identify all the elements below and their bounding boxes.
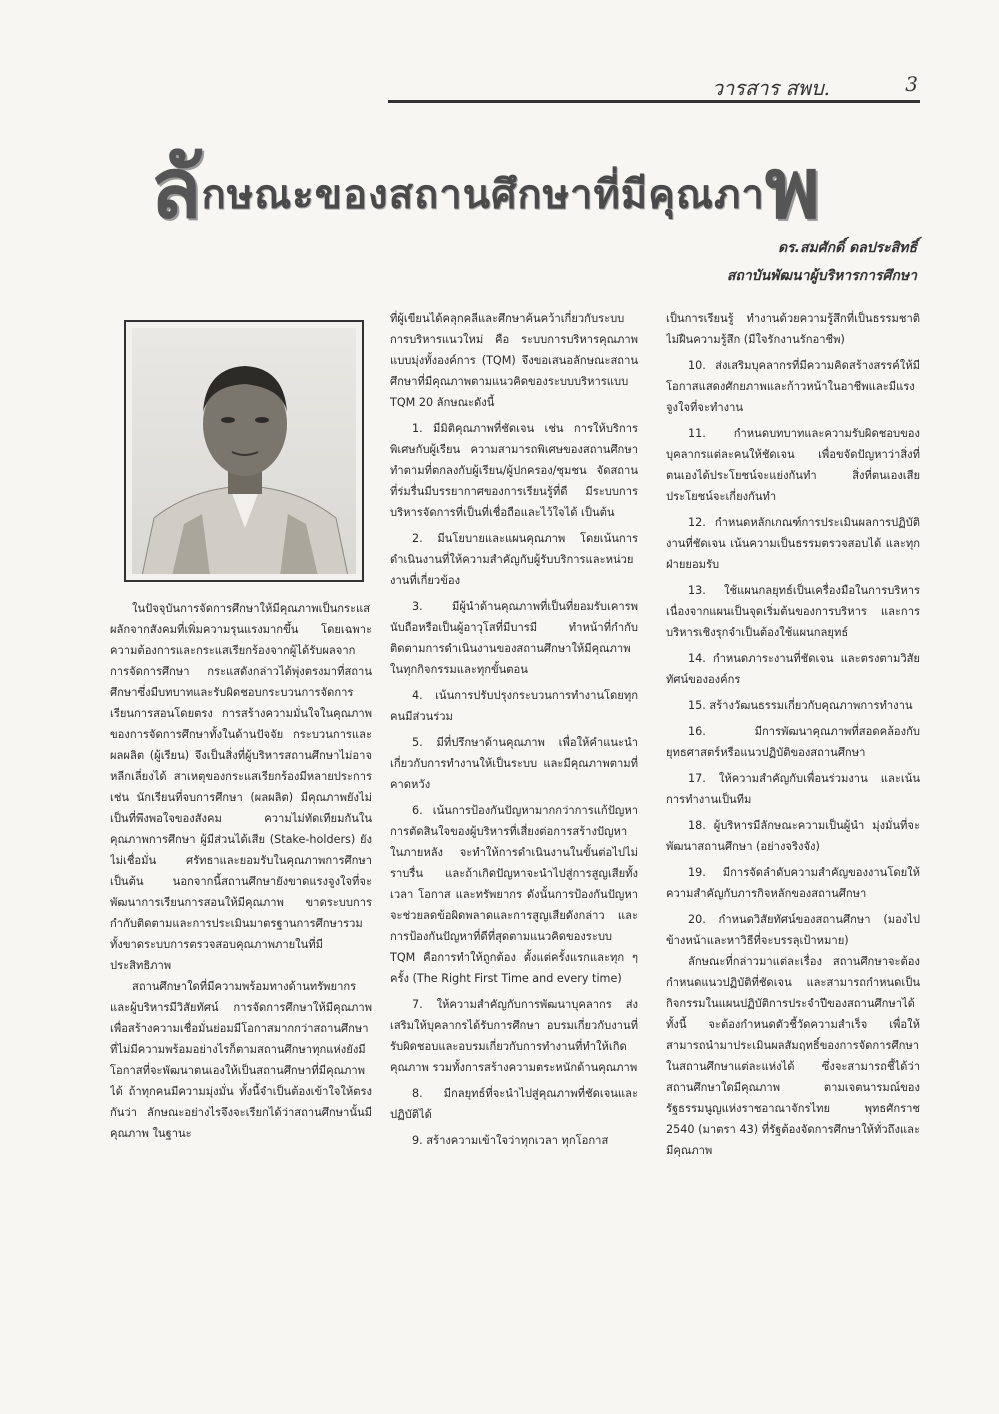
portrait-image [132, 328, 356, 574]
journal-name: วารสาร สพบ. [711, 76, 830, 100]
list-item: 6. เน้นการป้องกันปัญหามากกว่าการแก้ปัญหา การตัดสินใจของผู้บริหารที่เสี่ยงต่อการสร้างปัญหาในภายหลัง จะทำให้การดำเนินงานในขั้นต่อไปไม่ราบรื่น และถ้าเกิดปัญหาจะนำไปสู่การสูญเสียทั้งเวลา โอกาส และทรัพยากร ดังนั้นการป้องกันปัญหาจะช่วยลดข้อผิดพลาดและการสูญเสียดังกล่าว และการป้องกันปัญหาที่ดีที่สุดตามแนวคิดของระบบ TQM คือการทำให้ถูกต้อง ตั้งแต่ครั้งแรกและทุก ๆ ครั้ง (The Right First Time and every time) [390, 804, 638, 985]
list-item: 4. เน้นการปรับปรุงกระบวนการทำงานโดยทุกคนมีส่วนร่วม [390, 689, 638, 723]
author-block [727, 234, 917, 290]
title-middle: กษณะของสถานศึกษาที่มีคุณภา [201, 172, 765, 218]
list-item: 12. กำหนดหลักเกณฑ์การประเมินผลการปฏิบัติงานที่ชัดเจน เน้นความเป็นธรรมตรวจสอบได้ และทุกฝ่ายยอมรับ [666, 516, 920, 571]
header-divider [388, 100, 920, 103]
list-item: 14. กำหนดภาระงานที่ชัดเจน และตรงตามวิสัยทัศน์ขององค์กร [666, 652, 920, 686]
author-name: ดร.สมศักดิ์ ดลประสิทธิ์ [778, 240, 917, 256]
list-item: 8. มีกลยุทธ์ที่จะนำไปสู่คุณภาพที่ชัดเจนและปฏิบัติได้ [390, 1087, 638, 1121]
column-3 [666, 308, 920, 1326]
list-item: 1. มีมิติคุณภาพที่ชัดเจน เช่น การให้บริการพิเศษกับผู้เรียน ความสามารถพิเศษของสถานศึกษา ทำตามที่ตกลงกับผู้เรียน/ผู้ปกครอง/ชุมชน จัดสถานที่ร่มรื่นมีบรรยากาศของการเรียนรู้ที่ดี มีระบบการบริหารจัดการที่เป็นที่เชื่อถือและไว้ใจได้ เป็นต้น [390, 422, 638, 519]
column-1 [110, 598, 372, 1336]
list-item: 17. ให้ความสำคัญกับเพื่อนร่วมงาน และเน้นการทำงานเป็นทีม [666, 772, 920, 806]
list-item: 5. มีที่ปรึกษาด้านคุณภาพ เพื่อให้คำแนะนำเกี่ยวกับการทำงานให้เป็นระบบ และมีคุณภาพตามที่คาดหวัง [390, 736, 638, 791]
title-first-char: ลั [150, 139, 202, 237]
author-photo [124, 320, 364, 582]
article-title [150, 139, 930, 237]
list-item: 13. ใช้แผนกลยุทธ์เป็นเครื่องมือในการบริหาร เนื่องจากแผนเป็นจุดเริ่มต้นของการบริหาร และการบริหารเชิงรุกจำเป็นต้องใช้แผนกลยุทธ์ [666, 584, 920, 639]
paragraph: ในปัจจุบันการจัดการศึกษาให้มีคุณภาพเป็นกระแสผลักจากสังคมที่เพิ่มความรุนแรงมากขึ้น โดยเฉพาะความต้องการและกระแสเรียกร้องจากผู้ได้รับผลจากการจัดการศึกษา กระแสดังกล่าวได้พุ่งตรงมาที่สถานศึกษาซึ่งมีบทบาทและรับผิดชอบกระบวนการจัดการเรียนการสอนโดยตรง การสร้างความมั่นใจในคุณภาพของการจัดการศึกษาทั้งในด้านปัจจัย กระบวนการและผลผลิต (ผู้เรียน) จึงเป็นสิ่งที่ผู้บริหารสถานศึกษาไม่อาจหลีกเลี่ยงได้ สาเหตุของกระแสเรียกร้องมีหลายประการ เช่น นักเรียนที่จบการศึกษา (ผลผลิต) มีคุณภาพยังไม่เป็นที่พึงพอใจของสังคม ความไม่ทัดเทียมกันในคุณภาพการศึกษา ผู้มีส่วนได้เสีย (Stake-holders) ยังไม่เชื่อมั่น ศรัทธาและยอมรับในคุณภาพการศึกษา เป็นต้น นอกจากนี้สถานศึกษายังขาดแรงจูงใจที่จะพัฒนาการเรียนการสอนให้มีคุณภาพ ขาดระบบการกำกับติดตามและการประเมินมาตรฐานการศึกษารวมทั้งขาดระบบการตรวจสอบคุณภาพภายในที่มีประสิทธิภาพ [110, 602, 372, 972]
journal-header [380, 72, 920, 102]
paragraph: ลักษณะที่กล่าวมาแต่ละเรื่อง สถานศึกษาจะต้องกำหนดแนวปฏิบัติที่ชัดเจน และสามารถกำหนดเป็นกิจกรรมในแผนปฏิบัติการประจำปีของสถานศึกษาได้ ทั้งนี้ จะต้องกำหนดตัวชี้วัดความสำเร็จ เพื่อให้สามารถนำมาประเมินผลสัมฤทธิ์ของการจัดการศึกษาในสถานศึกษาแต่ละแห่งได้ ซึ่งจะสามารถชี้ได้ว่า สถานศึกษาใดมีคุณภาพ ตามเจตนารมณ์ของรัฐธรรมนูญแห่งราชอาณาจักรไทย พุทธศักราช 2540 (มาตรา 43) ที่รัฐต้องจัดการศึกษาให้ทั่วถึงและมีคุณภาพ [666, 955, 920, 1157]
list-item: 18. ผู้บริหารมีลักษณะความเป็นผู้นำ มุ่งมั่นที่จะพัฒนาสถานศึกษา (อย่างจริงจัง) [666, 819, 920, 853]
list-item: 10. ส่งเสริมบุคลากรที่มีความคิดสร้างสรรค์ให้มีโอกาสแสดงศักยภาพและก้าวหน้าในอาชีพและมีแรงจูงใจที่จะทำงาน [666, 359, 920, 414]
column-2 [390, 308, 638, 1326]
title-last-char: พ [764, 139, 821, 237]
list-item: 11. กำหนดบทบาทและความรับผิดชอบของบุคลากรแต่ละคนให้ชัดเจน เพื่อขจัดปัญหาว่าสิ่งที่ตนเองได้ประโยชน์จะแย่งกันทำ สิ่งที่ตนเองเสียประโยชน์จะเกี่ยงกันทำ [666, 427, 920, 503]
list-item: 2. มีนโยบายและแผนคุณภาพ โดยเน้นการดำเนินงานที่ให้ความสำคัญกับผู้รับบริการและหน่วยงานที่เกี่ยวข้อง [390, 532, 638, 587]
list-item: 15. สร้างวัฒนธรรมเกี่ยวกับคุณภาพการทำงาน [688, 699, 913, 712]
paragraph: ที่ผู้เขียนได้คลุกคลีและศึกษาค้นคว้าเกี่ยวกับระบบการบริหารแนวใหม่ คือ ระบบการบริหารคุณภาพแบบมุ่งทั้งองค์การ (TQM) จึงขอเสนอลักษณะสถานศึกษาที่มีคุณภาพตามแนวคิดของระบบบริหารแบบ TQM 20 ลักษณะดังนี้ [390, 312, 638, 409]
list-item: 9. สร้างความเข้าใจว่าทุกเวลา ทุกโอกาส [412, 1134, 609, 1147]
author-affiliation: สถาบันพัฒนาผู้บริหารการศึกษา [726, 268, 917, 284]
page-number: 3 [905, 72, 918, 96]
list-item: 7. ให้ความสำคัญกับการพัฒนาบุคลากร ส่งเสริมให้บุคลากรได้รับการศึกษา อบรมเกี่ยวกับงานที่รับผิดชอบและอบรมเกี่ยวกับการทำงานที่ทำให้เกิดคุณภาพ รวมทั้งการสร้างความตระหนักด้านคุณภาพ [390, 998, 638, 1074]
list-item: 16. มีการพัฒนาคุณภาพที่สอดคล้องกับยุทธศาสตร์หรือแนวปฏิบัติของสถานศึกษา [666, 725, 920, 759]
list-item: 19. มีการจัดลำดับความสำคัญของงานโดยให้ความสำคัญกับภารกิจหลักของสถานศึกษา [666, 866, 920, 900]
portrait-drawing [132, 328, 356, 574]
paragraph: เป็นการเรียนรู้ ทำงานด้วยความรู้สึกที่เป็นธรรมชาติ ไม่ฝืนความรู้สึก (มีใจรักงานรักอาชีพ) [666, 312, 920, 346]
paragraph: สถานศึกษาใดที่มีความพร้อมทางด้านทรัพยากร และผู้บริหารมีวิสัยทัศน์ การจัดการศึกษาให้มีคุณภาพเพื่อสร้างความเชื่อมั่นย่อมมีโอกาสมากกว่าสถานศึกษาที่ไม่มีความพร้อมอย่างไรก็ตามสถานศึกษาทุกแห่งยังมีโอกาสที่จะพัฒนาตนเองให้เป็นสถานศึกษาที่มีคุณภาพได้ ถ้าทุกคนมีความมุ่งมั่น ทั้งนี้จำเป็นต้องเข้าใจให้ตรงกันว่า ลักษณะอย่างไรจึงจะเรียกได้ว่าสถานศึกษานั้นมีคุณภาพ ในฐานะ [110, 980, 372, 1140]
list-item: 20. กำหนดวิสัยทัศน์ของสถานศึกษา (มองไปข้างหน้าและหาวิธีที่จะบรรลุเป้าหมาย) [666, 913, 920, 947]
list-item: 3. มีผู้นำด้านคุณภาพที่เป็นที่ยอมรับเคารพนับถือหรือเป็นผู้อาวุโสที่มีบารมี ทำหน้าที่กำกับติดตามการดำเนินงานของสถานศึกษาให้มีคุณภาพในทุกกิจกรรมและทุกขั้นตอน [390, 600, 638, 676]
